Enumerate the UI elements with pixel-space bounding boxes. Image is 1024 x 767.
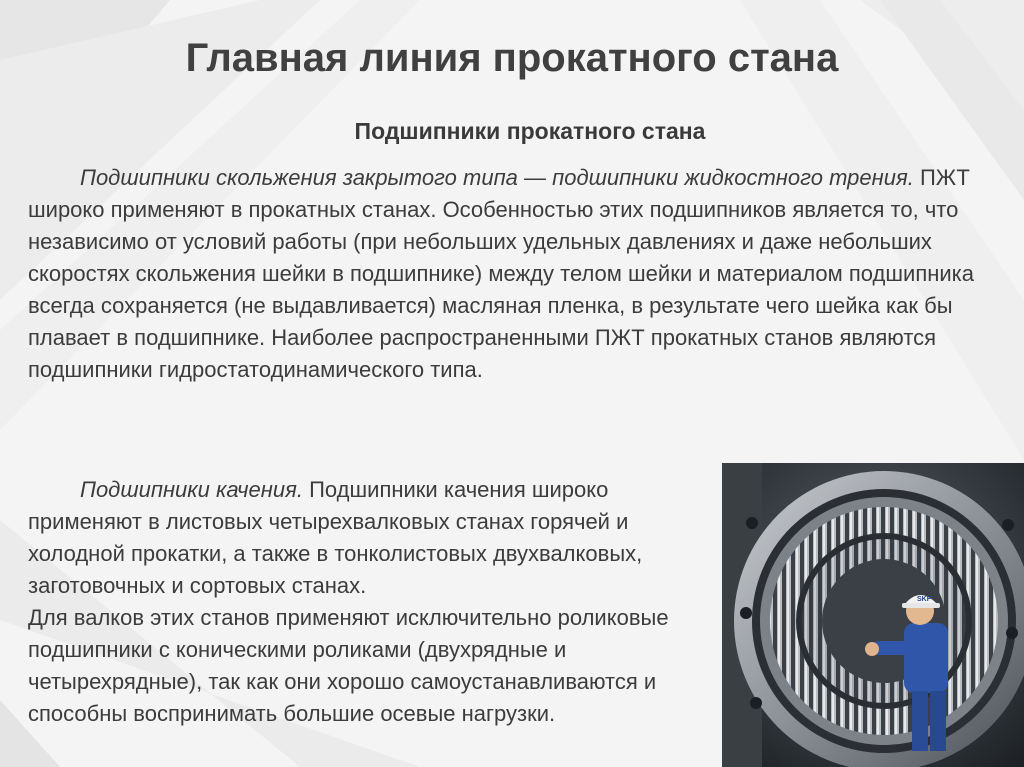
- rolling-bearings-body-1: Подшипники качения широко применяют в листовых четырехвалковых станах горячей и холодной прокатки, а также в тонколистовых двухвалковых, заготовочных и сортовых станах.: [28, 477, 643, 598]
- sliding-bearings-body: ПЖТ широко применяют в прокатных станах. Особенностью этих подшипников является то, что независимо от условий работы (при небольших удельных давлениях и даже небольших скоростях скольжения шейки в подшипнике) между телом шейки и материалом подшипника всегда сохраняется (не выдавливается) масляная пленка, в результате чего шейка как бы плавает в подшипнике. Наиболее распространенными ПЖТ прокатных станов являются подшипники гидростатодинамического типа.: [28, 165, 975, 382]
- slide-subtitle: Подшипники прокатного стана: [354, 118, 706, 144]
- bearing-photo: [722, 463, 1024, 767]
- paragraph-sliding-bearings: [28, 162, 988, 386]
- bearing-illustration: [722, 463, 1024, 767]
- paragraph-rolling-bearings: [28, 474, 720, 730]
- rolling-bearings-lead: Подшипники качения.: [80, 477, 303, 502]
- slide-title: Главная линия прокатного стана: [185, 36, 839, 80]
- sliding-bearings-lead: Подшипники скольжения закрытого типа — подшипники жидкостного трения.: [80, 165, 914, 190]
- helmet-logo-text: SKF: [917, 596, 931, 603]
- rolling-bearings-body-2: Для валков этих станов применяют исключительно роликовые подшипники с коническими роликами (двухрядные и четырехрядные), так как они хорошо самоустанавливаются и способны воспринимать большие осевые нагрузки.: [28, 605, 669, 726]
